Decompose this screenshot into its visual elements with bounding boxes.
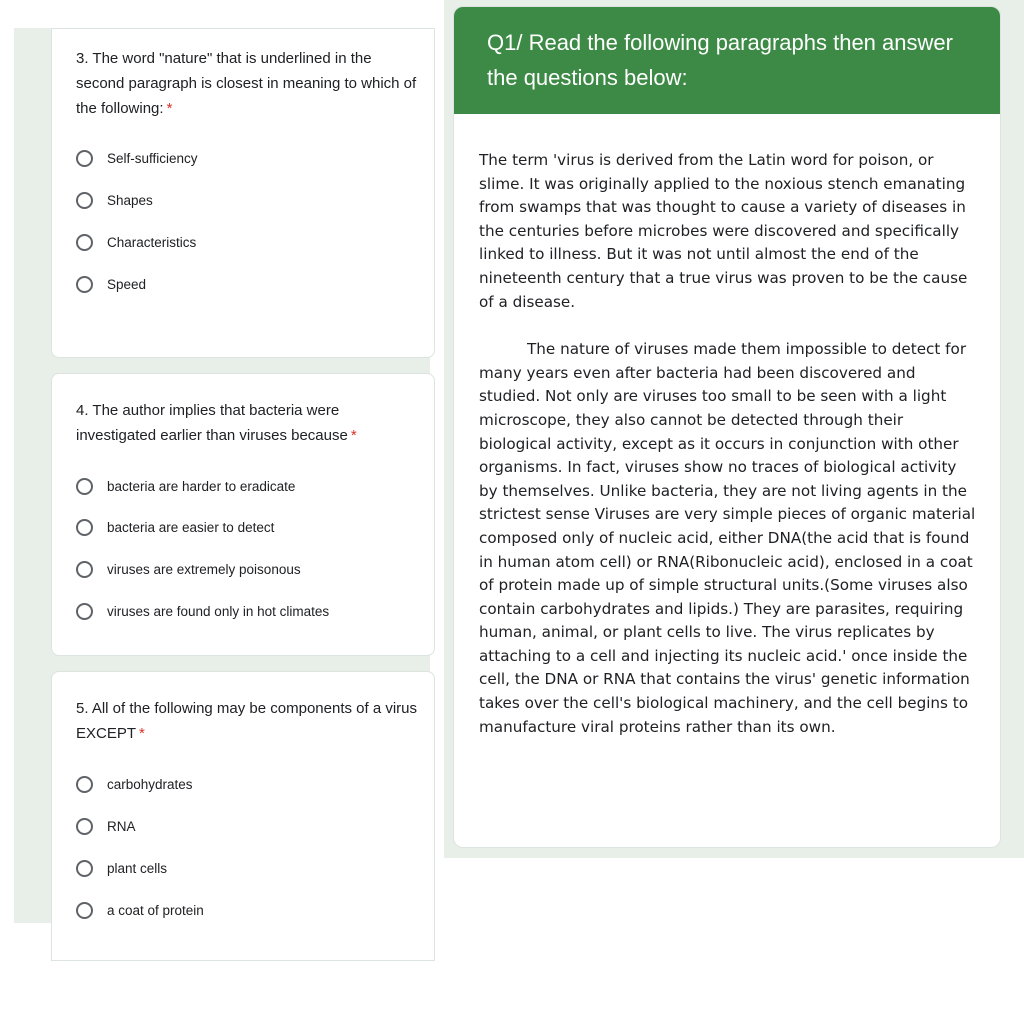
reading-passage [479, 149, 979, 763]
option-harder-to-eradicate[interactable]: bacteria are harder to eradicate [76, 474, 295, 498]
question-card-3 [51, 28, 435, 358]
option-coat-of-protein[interactable]: a coat of protein [76, 898, 204, 922]
questions-panel [14, 28, 430, 923]
question-3-text: 3. The word "nature" that is underlined in the second paragraph is closest in meaning to which of the following: * [76, 50, 417, 117]
radio-button[interactable] [76, 150, 93, 167]
required-marker: * [166, 100, 173, 117]
reading-header [454, 7, 1000, 114]
passage-paragraph-1: The term 'virus is derived from the Latin word for poison, or slime. It was originally applied to the noxious stench emanating from swamps that was thought to cause a variety of diseases in the centuries before microbes were discovered and specifically linked to illness. But it was not until almost the end of the nineteenth century that a true virus was proven to be the cause of a disease. [479, 151, 968, 311]
option-rna[interactable]: RNA [76, 814, 136, 838]
option-self-sufficiency[interactable]: Self-sufficiency [76, 146, 198, 170]
question-card-4 [51, 373, 435, 656]
option-speed[interactable]: Speed [76, 272, 146, 296]
radio-button[interactable] [76, 776, 93, 793]
reading-card [453, 6, 1001, 848]
option-carbohydrates[interactable]: carbohydrates [76, 772, 193, 796]
radio-button[interactable] [76, 561, 93, 578]
reading-title: Q1/ Read the following paragraphs then answer the questions below: [487, 30, 953, 90]
radio-button[interactable] [76, 478, 93, 495]
radio-button[interactable] [76, 603, 93, 620]
radio-button[interactable] [76, 902, 93, 919]
question-5-text: 5. All of the following may be components of a virus EXCEPT * [76, 700, 418, 742]
required-marker: * [139, 725, 145, 742]
option-shapes[interactable]: Shapes [76, 188, 153, 212]
radio-button[interactable] [76, 276, 93, 293]
option-characteristics[interactable]: Characteristics [76, 230, 196, 254]
option-extremely-poisonous[interactable]: viruses are extremely poisonous [76, 557, 301, 581]
radio-button[interactable] [76, 192, 93, 209]
radio-button[interactable] [76, 818, 93, 835]
radio-button[interactable] [76, 860, 93, 877]
radio-button[interactable] [76, 234, 93, 251]
option-easier-to-detect[interactable]: bacteria are easier to detect [76, 515, 274, 539]
question-card-5 [51, 671, 435, 961]
radio-button[interactable] [76, 519, 93, 536]
option-plant-cells[interactable]: plant cells [76, 856, 167, 880]
passage-paragraph-2: The nature of viruses made them impossible to detect for many years even after bacteria had been discovered and studied. Not only are viruses too small to be seen with a light microscope, they also cannot be detected through their biological activity, except as it occurs in conjunction with other organisms. In fact, viruses show no traces of biological activity by themselves. Unlike bacteria, they are not living agents in the strictest sense Viruses are very simple pieces of organic material composed only of nucleic acid, either DNA(the acid that is found in human atom cell) or RNA(Ribonucleic acid), enclosed in a coat of protein made up of simple structural units.(Some viruses also contain carbohydrates and lipids.) They are parasites, requiring human, animal, or plant cells to live. The virus replicates by attaching to a cell and injecting its nucleic acid.' once inside the cell, the DNA or RNA that contains the virus' genetic information takes over the cell's biological machinery, and the cell begins to manufacture viral proteins rather than its own. [479, 340, 976, 736]
option-hot-climates[interactable]: viruses are found only in hot climates [76, 599, 329, 623]
question-4-text: 4. The author implies that bacteria were investigated earlier than viruses because * [76, 402, 357, 444]
required-marker: * [350, 427, 357, 444]
